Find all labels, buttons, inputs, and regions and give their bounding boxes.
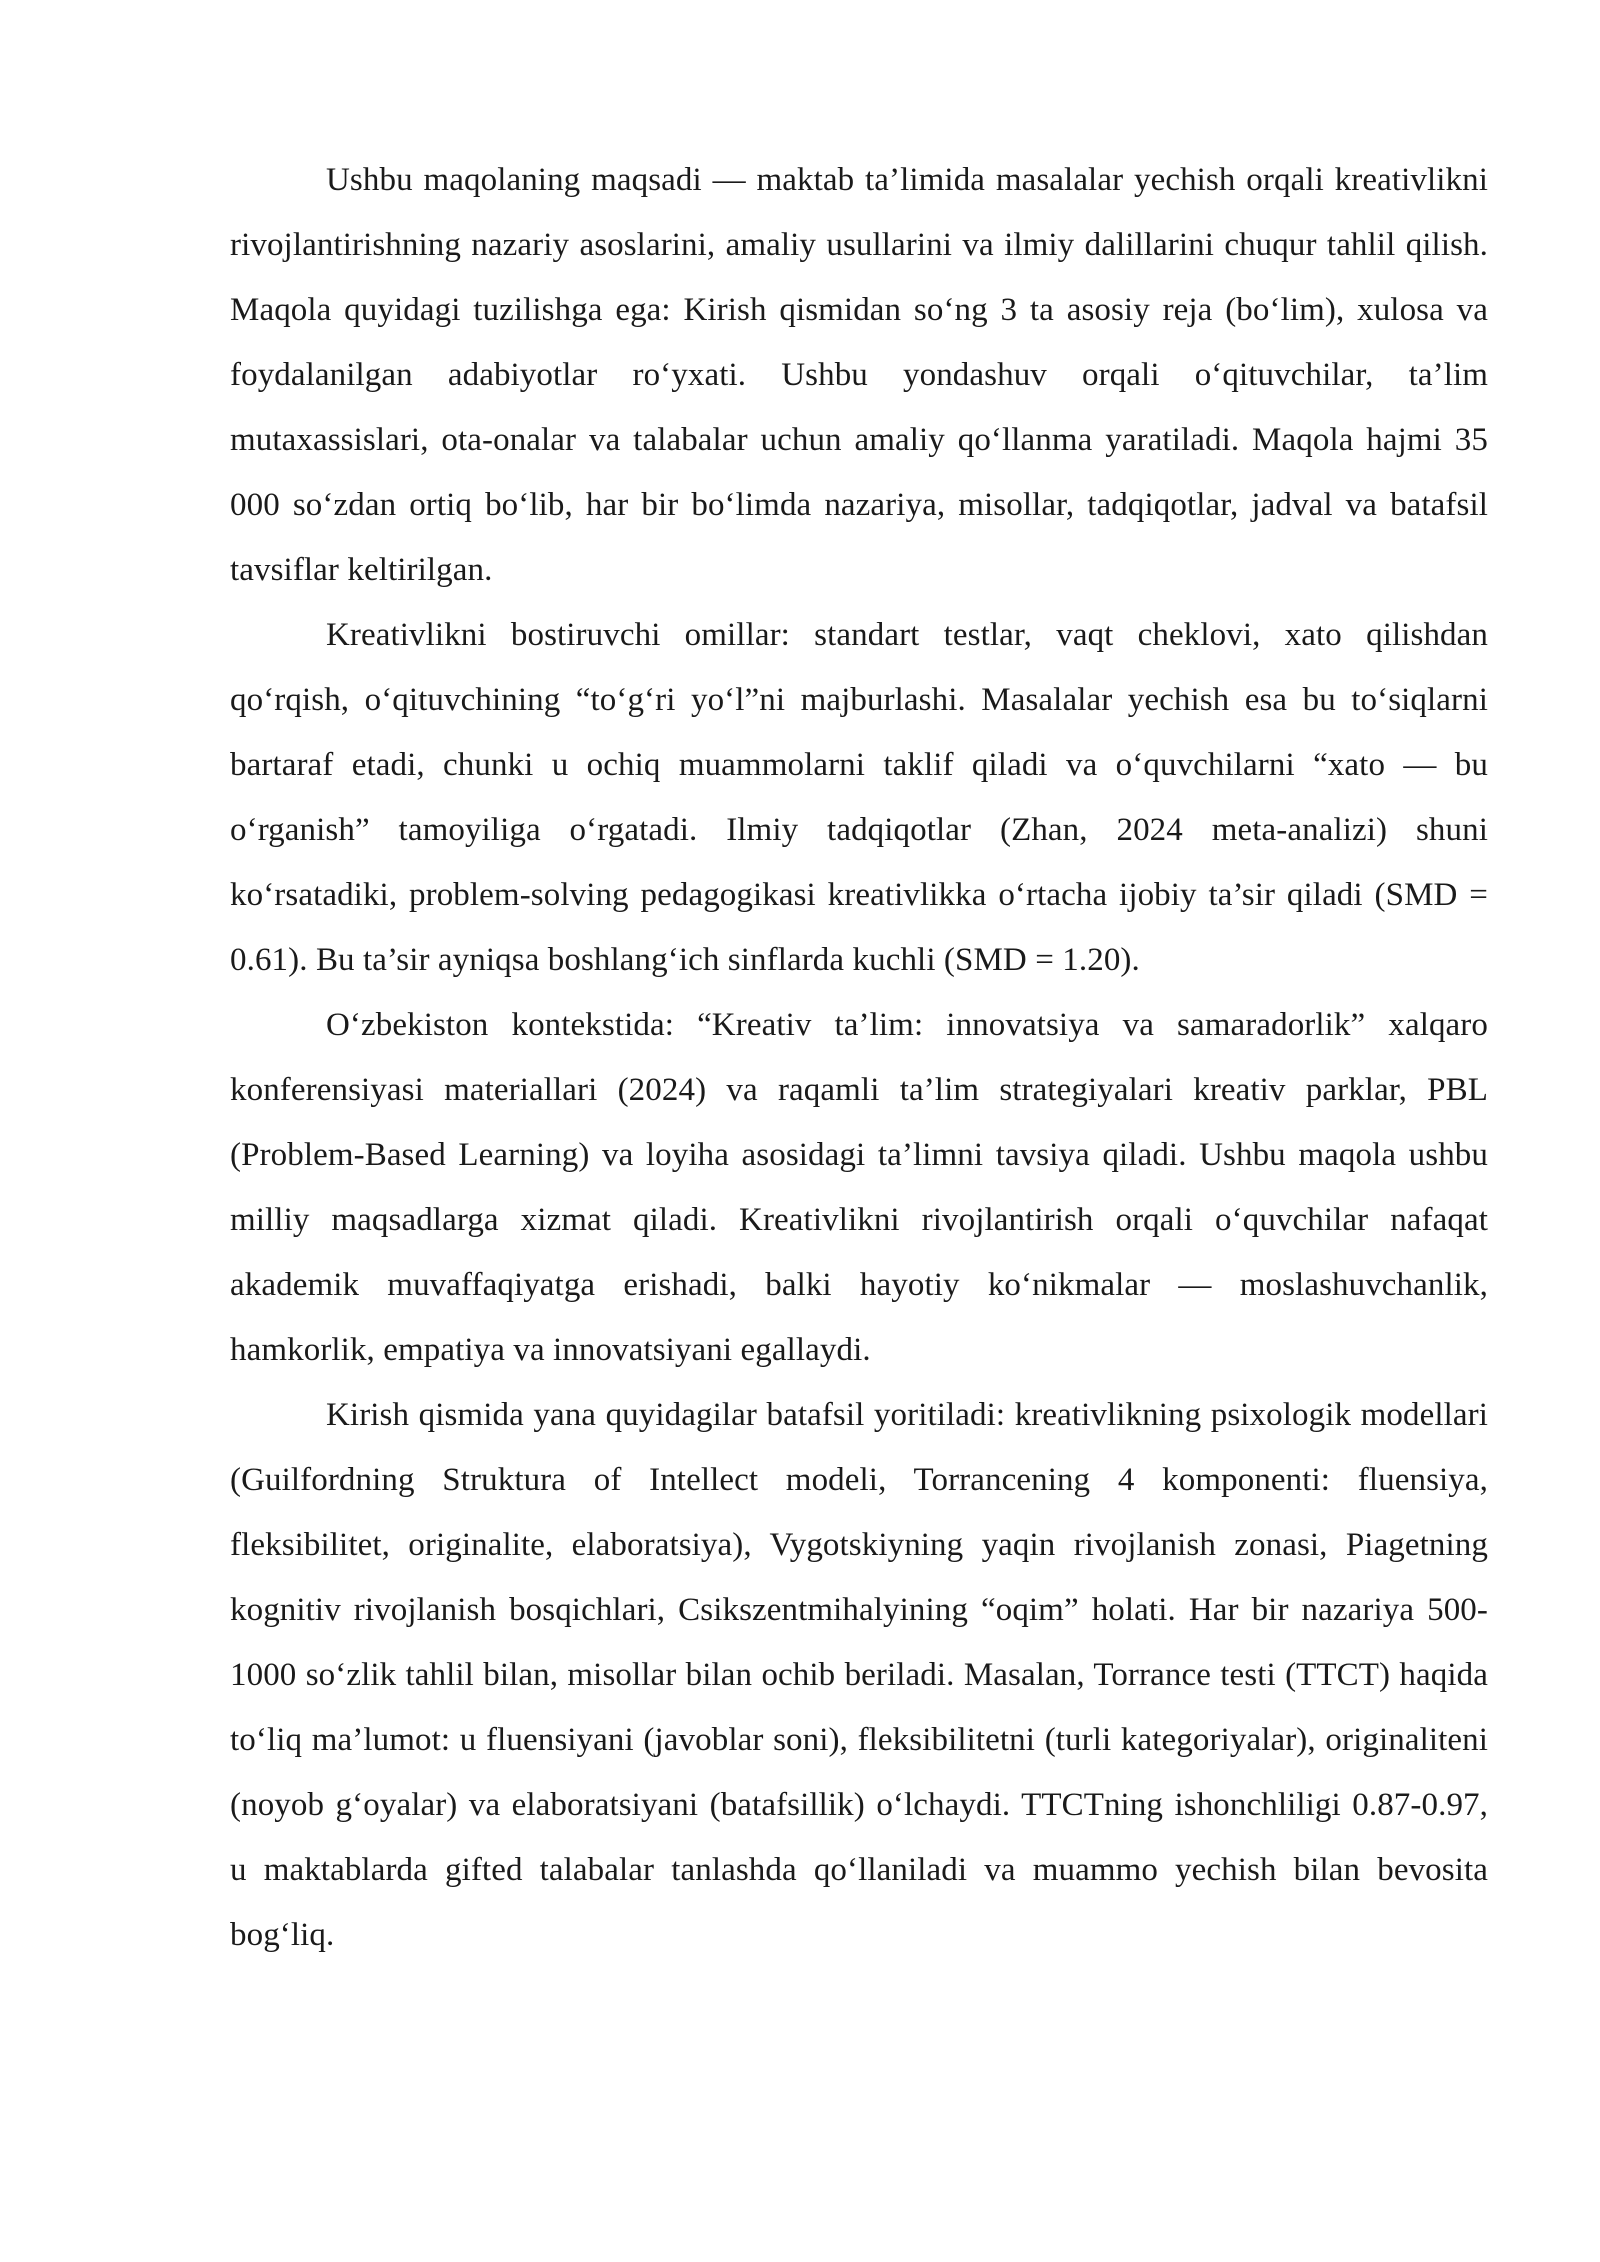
paragraph-suppressing-factors: Kreativlikni bostiruvchi omillar: standart testlar, vaqt cheklovi, xato qilishdan qo‘rqish, o‘qituvchining “to‘g‘ri yo‘l”ni majburlashi. Masalalar yechish esa bu to‘siqlarni bartaraf etadi, chunki u ochiq muammolarni taklif qiladi va o‘quvchilarni “xato — bu o‘rganish” tamoyiliga o‘rgatadi. Ilmiy tadqiqotlar (Zhan, 2024 meta-analizi) shuni ko‘rsatadiki, problem-solving pedagogikasi kreativlikka o‘rtacha ijobiy ta’sir qiladi (SMD = 0.61). Bu ta’sir ayniqsa boshlang‘ich sinflarda kuchli (SMD = 1.20). [230,617,1488,978]
paragraph-uzbekistan-context: O‘zbekiston kontekstida: “Kreativ ta’lim: innovatsiya va samaradorlik” xalqaro konferensiyasi materiallari (2024) va raqamli ta’lim strategiyalari kreativ parklar, PBL (Problem-Based Learning) va loyiha asosidagi ta’limni tavsiya qiladi. Ushbu maqola ushbu milliy maqsadlarga xizmat qiladi. Kreativlikni rivojlantirish orqali o‘quvchilar nafaqat akademik muvaffaqiyatga erishadi, balki hayotiy ko‘nikmalar — moslashuvchanlik, hamkorlik, empatiya va innovatsiyani egallaydi. [230,1007,1488,1368]
paragraph-purpose: Ushbu maqolaning maqsadi — maktab ta’limida masalalar yechish orqali kreativlikni rivojlantirishning nazariy asoslarini, amaliy usullarini va ilmiy dalillarini chuqur tahlil qilish. Maqola quyidagi tuzilishga ega: Kirish qismidan so‘ng 3 ta asosiy reja (bo‘lim), xulosa va foydalanilgan adabiyotlar ro‘yxati. Ushbu yondashuv orqali o‘qituvchilar, ta’lim mutaxassislari, ota-onalar va talabalar uchun amaliy qo‘llanma yaratiladi. Maqola hajmi 35 000 so‘zdan ortiq bo‘lib, har bir bo‘limda nazariya, misollar, tadqiqotlar, jadval va batafsil tavsiflar keltirilgan. [230,162,1488,588]
body-text [230,148,1488,1968]
paragraph-introduction-details: Kirish qismida yana quyidagilar batafsil yoritiladi: kreativlikning psixologik modellari (Guilfordning Struktura of Intellect modeli, Torrancening 4 komponenti: fluensiya, fleksibilitet, originalite, elaboratsiya), Vygotskiyning yaqin rivojlanish zonasi, Piagetning kognitiv rivojlanish bosqichlari, Csikszentmihalyining “oqim” holati. Har bir nazariya 500-1000 so‘zlik tahlil bilan, misollar bilan ochib beriladi. Masalan, Torrance testi (TTCT) haqida to‘liq ma’lumot: u fluensiyani (javoblar soni), fleksibilitetni (turli kategoriyalar), originaliteni (noyob g‘oyalar) va elaboratsiyani (batafsillik) o‘lchaydi. TTCTning ishonchliligi 0.87-0.97, u maktablarda gifted talabalar tanlashda qo‘llaniladi va muammo yechish bilan bevosita bog‘liq. [230,1397,1488,1953]
